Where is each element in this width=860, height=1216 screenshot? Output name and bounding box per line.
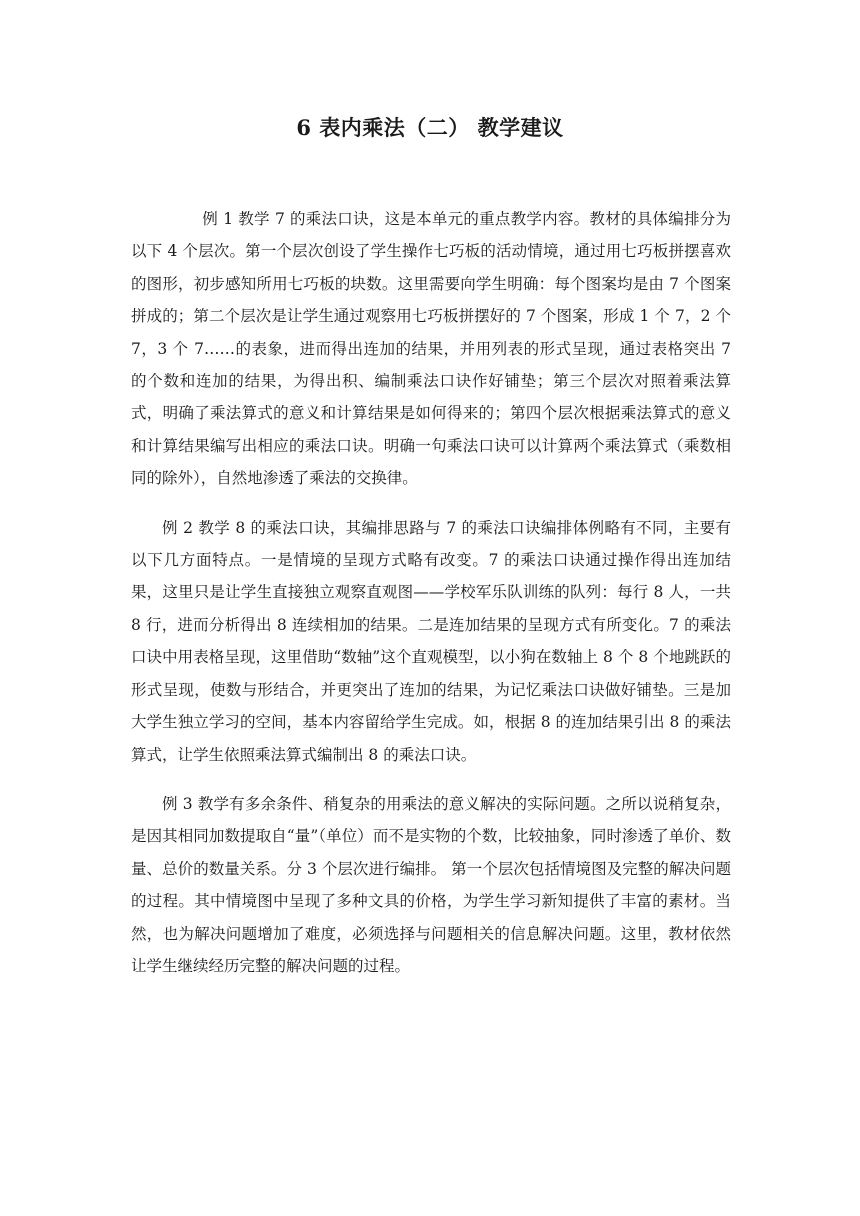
paragraph-example-2: 例 2 教学 8 的乘法口诀，其编排思路与 7 的乘法口诀编排体例略有不同，主要有以下几方面特点。一是情境的呈现方式略有改变。7 的乘法口诀通过操作得出连加结果，这里只是让学生直接独立观察直观图——学校军乐队训练的队列：每行 8 人，一共 8 行，进而分析得出 8 连续相加的结果。二是连加结果的呈现方式有所变化。7 的乘法口诀中用表格呈现，这里借助“数轴”这个直观模型，以小狗在数轴上 8 个 8 个地跳跃的形式呈现，使数与形结合，并更突出了连加的结果，为记忆乘法口诀做好铺垫。三是加大学生独立学习的空间，基本内容留给学生完成。如，根据 8 的连加结果引出 8 的乘法算式，让学生依照乘法算式编制出 8 的乘法口诀。: [131, 518, 731, 764]
paragraph-example-3: 例 3 教学有多余条件、稍复杂的用乘法的意义解决的实际问题。之所以说稍复杂，是因其相同加数提取自“量”（单位）而不是实物的个数，比较抽象，同时渗透了单价、数量、总价的数量关系。分 3 个层次进行编排。 第一个层次包括情境图及完整的解决问题的过程。其中情境图中呈现了多种文具的价格，为学生学习新知提供了丰富的素材。当然，也为解决问题增加了难度，必须选择与问题相关的信息解决问题。这里，教材依然让学生继续经历完整的解决问题的过程。: [131, 794, 731, 975]
page-title: 6 表内乘法（二） 教学建议: [296, 115, 564, 140]
paragraph-example-1: 例 1 教学 7 的乘法口诀，这是本单元的重点教学内容。教材的具体编排分为以下 4 个层次。第一个层次创设了学生操作七巧板的活动情境，通过用七巧板拼摆喜欢的图形，初步感知所用七巧板的块数。这里需要向学生明确：每个图案均是由 7 个图案拼成的；第二个层次是让学生通过观察用七巧板拼摆好的 7 个图案，形成 1 个 7，2 个 7，3 个 7……的表象，进而得出连加的结果，并用列表的形式呈现，通过表格突出 7 的个数和连加的结果，为得出积、编制乘法口诀作好铺垫；第三个层次对照着乘法算式，明确了乘法算式的意义和计算结果是如何得来的；第四个层次根据乘法算式的意义和计算结果编写出相应的乘法口诀。明确一句乘法口诀可以计算两个乘法算式（乘数相同的除外），自然地渗透了乘法的交换律。: [131, 210, 731, 488]
document-body: [131, 203, 731, 982]
